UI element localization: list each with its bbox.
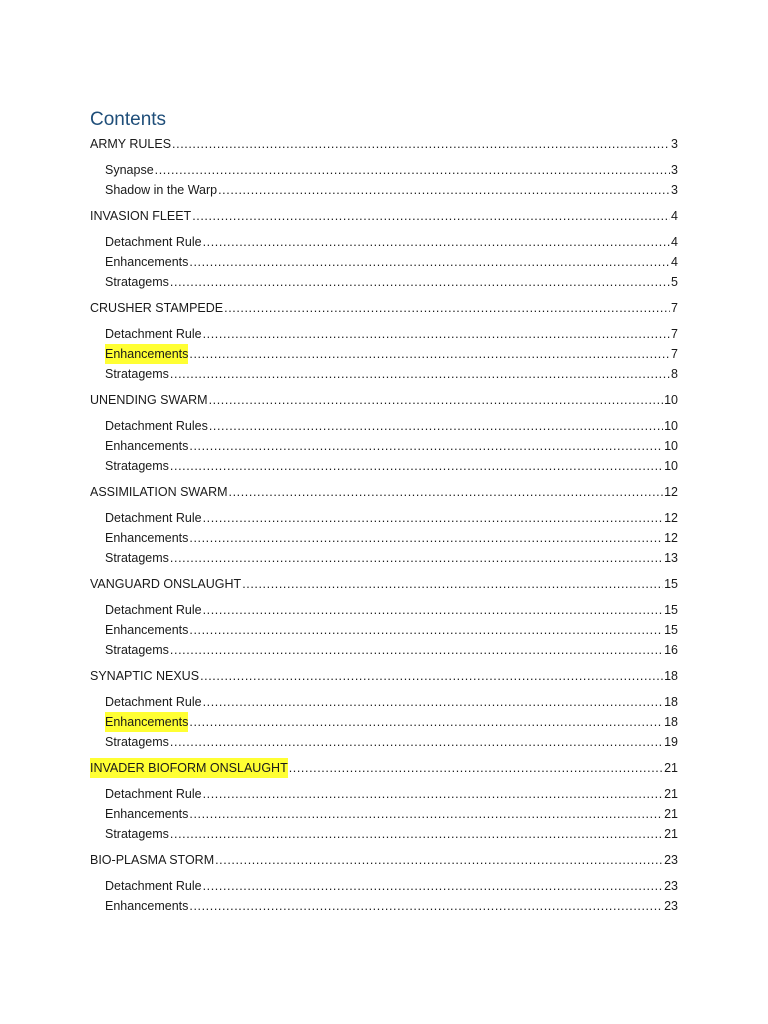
toc-entry-label: Stratagems (105, 551, 169, 565)
toc-dot-leader (170, 732, 663, 752)
toc-dot-leader (189, 620, 663, 640)
toc-subsection-link[interactable] (90, 620, 678, 640)
toc-page-number: 18 (664, 669, 678, 683)
toc-entry-label: Detachment Rule (105, 787, 202, 801)
toc-entry-label: Stratagems (105, 275, 169, 289)
toc-dot-leader (189, 804, 663, 824)
toc-entry-label: Enhancements (105, 531, 189, 545)
toc-page-number: 15 (664, 623, 678, 637)
toc-subsection-link[interactable] (90, 344, 678, 364)
toc-entry-label: Shadow in the Warp (105, 183, 218, 197)
toc-dot-leader (170, 548, 663, 568)
toc-page-number: 18 (664, 695, 678, 709)
toc-dot-leader (203, 324, 670, 344)
toc-page-number: 3 (671, 183, 678, 197)
toc-dot-leader (289, 758, 663, 778)
toc-page-number: 23 (664, 899, 678, 913)
toc-subsection-link[interactable] (90, 272, 678, 292)
toc-page-number: 12 (664, 485, 678, 499)
toc-page-number: 15 (664, 577, 678, 591)
toc-dot-leader (224, 298, 670, 318)
toc-entry-label: Detachment Rule (105, 235, 202, 249)
toc-page-number: 7 (671, 327, 678, 341)
toc-subsection-link[interactable] (90, 640, 678, 660)
toc-page-number: 10 (664, 419, 678, 433)
toc-entry-label: Detachment Rule (105, 603, 202, 617)
toc-dot-leader (189, 528, 663, 548)
toc-section-link[interactable] (90, 666, 678, 686)
toc-dot-leader (189, 712, 663, 732)
toc-entry-label: UNENDING SWARM (90, 393, 208, 407)
toc-entry-label: Detachment Rule (105, 327, 202, 341)
toc-page-number: 4 (671, 209, 678, 223)
toc-dot-leader (229, 482, 664, 502)
toc-subsection-link[interactable] (90, 824, 678, 844)
toc-subsection-link[interactable] (90, 324, 678, 344)
toc-entry-label: Enhancements (105, 439, 189, 453)
toc-section-link[interactable] (90, 390, 678, 410)
toc-page-number: 16 (664, 643, 678, 657)
toc-entry-label: Stratagems (105, 735, 169, 749)
toc-subsection-link[interactable] (90, 600, 678, 620)
toc-entry-label: Stratagems (105, 827, 169, 841)
toc-entry-label: Enhancements (105, 623, 189, 637)
toc-entry-label: Enhancements (105, 255, 189, 269)
toc-dot-leader (203, 692, 664, 712)
toc-entry-label: ASSIMILATION SWARM (90, 485, 228, 499)
toc-page-number: 23 (664, 853, 678, 867)
toc-entry-label: VANGUARD ONSLAUGHT (90, 577, 242, 591)
toc-subsection-link[interactable] (90, 712, 678, 732)
toc-page-number: 12 (664, 511, 678, 525)
toc-entry-label: ARMY RULES (90, 137, 172, 151)
toc-subsection-link[interactable] (90, 456, 678, 476)
toc-subsection-link[interactable] (90, 732, 678, 752)
toc-dot-leader (192, 206, 670, 226)
toc-entry-label: CRUSHER STAMPEDE (90, 301, 224, 315)
toc-dot-leader (189, 436, 663, 456)
toc-dot-leader (189, 896, 663, 916)
toc-section-link[interactable] (90, 850, 678, 870)
toc-page-number: 4 (671, 255, 678, 269)
toc-dot-leader (170, 364, 670, 384)
toc-subsection-link[interactable] (90, 508, 678, 528)
toc-subsection-link[interactable] (90, 180, 678, 200)
table-of-contents (90, 134, 678, 916)
toc-page-number: 4 (671, 235, 678, 249)
toc-page-number: 10 (664, 393, 678, 407)
toc-entry-label: Stratagems (105, 367, 169, 381)
toc-entry-label: Synapse (105, 163, 154, 177)
toc-dot-leader (215, 850, 663, 870)
toc-dot-leader (203, 232, 670, 252)
toc-dot-leader (242, 574, 663, 594)
toc-section-link[interactable] (90, 206, 678, 226)
toc-dot-leader (155, 160, 670, 180)
toc-page-number: 3 (671, 163, 678, 177)
toc-entry-label: Enhancements (105, 344, 188, 364)
toc-entry-label: Enhancements (105, 899, 189, 913)
toc-entry-label: Stratagems (105, 643, 169, 657)
toc-dot-leader (172, 134, 670, 154)
toc-subsection-link[interactable] (90, 436, 678, 456)
toc-subsection-link[interactable] (90, 232, 678, 252)
toc-entry-label: Enhancements (105, 807, 189, 821)
toc-subsection-link[interactable] (90, 896, 678, 916)
toc-page-number: 15 (664, 603, 678, 617)
toc-page-number: 3 (671, 137, 678, 151)
toc-page-number: 19 (664, 735, 678, 749)
toc-dot-leader (203, 508, 664, 528)
toc-subsection-link[interactable] (90, 528, 678, 548)
toc-entry-label: Enhancements (105, 712, 188, 732)
toc-dot-leader (170, 272, 670, 292)
toc-page-number: 21 (664, 787, 678, 801)
toc-page-number: 13 (664, 551, 678, 565)
toc-dot-leader (218, 180, 670, 200)
toc-subsection-link[interactable] (90, 548, 678, 568)
toc-entry-label: INVADER BIOFORM ONSLAUGHT (90, 758, 288, 778)
toc-dot-leader (209, 390, 664, 410)
toc-page-number: 23 (664, 879, 678, 893)
toc-entry-label: Detachment Rules (105, 419, 208, 433)
toc-page-number: 21 (664, 761, 678, 775)
toc-dot-leader (203, 876, 664, 896)
toc-dot-leader (189, 344, 670, 364)
toc-subsection-link[interactable] (90, 692, 678, 712)
toc-entry-label: Stratagems (105, 459, 169, 473)
toc-page-number: 21 (664, 827, 678, 841)
toc-page-number: 5 (671, 275, 678, 289)
toc-page-number: 7 (671, 301, 678, 315)
toc-page-number: 10 (664, 439, 678, 453)
toc-subsection-link[interactable] (90, 160, 678, 180)
toc-entry-label: INVASION FLEET (90, 209, 192, 223)
toc-section-link[interactable] (90, 482, 678, 502)
toc-page-number: 18 (664, 715, 678, 729)
toc-section-link[interactable] (90, 298, 678, 318)
toc-subsection-link[interactable] (90, 876, 678, 896)
toc-subsection-link[interactable] (90, 252, 678, 272)
toc-subsection-link[interactable] (90, 804, 678, 824)
toc-page-number: 7 (671, 347, 678, 361)
toc-section-link[interactable] (90, 758, 678, 778)
toc-section-link[interactable] (90, 134, 678, 154)
toc-title: Contents (90, 109, 167, 130)
toc-entry-label: Detachment Rule (105, 879, 202, 893)
toc-dot-leader (200, 666, 663, 686)
toc-entry-label: Detachment Rule (105, 511, 202, 525)
toc-subsection-link[interactable] (90, 416, 678, 436)
toc-dot-leader (203, 600, 664, 620)
toc-subsection-link[interactable] (90, 364, 678, 384)
toc-page-number: 12 (664, 531, 678, 545)
toc-page-number: 8 (671, 367, 678, 381)
toc-dot-leader (170, 824, 663, 844)
toc-page-number: 21 (664, 807, 678, 821)
toc-entry-label: BIO-PLASMA STORM (90, 853, 215, 867)
toc-subsection-link[interactable] (90, 784, 678, 804)
toc-dot-leader (203, 784, 664, 804)
toc-section-link[interactable] (90, 574, 678, 594)
toc-dot-leader (170, 640, 663, 660)
toc-dot-leader (170, 456, 663, 476)
toc-entry-label: SYNAPTIC NEXUS (90, 669, 200, 683)
toc-entry-label: Detachment Rule (105, 695, 202, 709)
toc-dot-leader (189, 252, 670, 272)
toc-page-number: 10 (664, 459, 678, 473)
toc-dot-leader (209, 416, 663, 436)
